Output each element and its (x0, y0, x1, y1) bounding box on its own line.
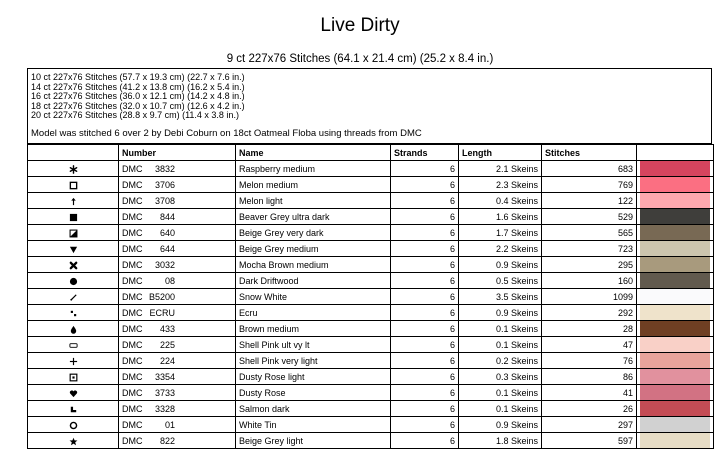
color-swatch (640, 433, 710, 448)
symbol-cell (28, 337, 119, 353)
length-cell: 0.9 Skeins (459, 257, 542, 273)
color-column-header (637, 145, 714, 161)
stitches-column-header: Stitches (542, 145, 637, 161)
thread-code: 640 (159, 227, 175, 238)
stitches-cell: 683 (542, 161, 637, 177)
stitches-cell: 122 (542, 193, 637, 209)
length-cell: 1.8 Skeins (459, 433, 542, 449)
hollow-rectangle-icon (69, 341, 78, 350)
stitches-cell: 1099 (542, 289, 637, 305)
thread-code: 3733 (154, 387, 175, 398)
number-column-header: Number (119, 145, 236, 161)
color-swatch-cell (637, 337, 714, 353)
strands-cell: 6 (391, 337, 459, 353)
strands-cell: 6 (391, 257, 459, 273)
table-row (28, 353, 714, 369)
color-swatch (640, 353, 710, 368)
diagonal-dots-icon (69, 309, 78, 318)
thread-number-cell (119, 289, 236, 305)
hollow-circle-icon (69, 421, 78, 430)
table-row (28, 257, 714, 273)
strands-cell: 6 (391, 193, 459, 209)
diagonal-line-icon (69, 293, 78, 302)
color-swatch (640, 337, 710, 352)
strands-cell: 6 (391, 161, 459, 177)
thread-number-cell (119, 161, 236, 177)
symbol-cell (28, 193, 119, 209)
thread-number-cell (119, 433, 236, 449)
stitches-cell: 292 (542, 305, 637, 321)
symbol-cell (28, 353, 119, 369)
color-swatch-cell (637, 193, 714, 209)
strands-cell: 6 (391, 401, 459, 417)
thread-code: 3832 (154, 163, 175, 174)
strands-cell: 6 (391, 321, 459, 337)
thread-brand: DMC (122, 259, 143, 270)
color-swatch-cell (637, 305, 714, 321)
thread-number-cell (119, 305, 236, 321)
symbol-cell (28, 209, 119, 225)
thread-name-cell: Beaver Grey ultra dark (236, 209, 391, 225)
strands-column-header: Strands (391, 145, 459, 161)
color-swatch (640, 305, 710, 320)
table-row (28, 241, 714, 257)
color-swatch (640, 321, 710, 336)
chart-title: Live Dirty (320, 15, 400, 36)
symbol-cell (28, 401, 119, 417)
thread-brand: DMC (122, 355, 143, 366)
thread-number-cell (119, 337, 236, 353)
size-info-box (27, 68, 712, 144)
thread-code: 644 (159, 243, 175, 254)
thread-number-cell (119, 369, 236, 385)
length-cell: 0.9 Skeins (459, 417, 542, 433)
symbol-cell (28, 289, 119, 305)
length-cell: 3.5 Skeins (459, 289, 542, 305)
heart-icon (69, 389, 78, 398)
table-row (28, 385, 714, 401)
color-swatch-cell (637, 433, 714, 449)
thread-brand: DMC (122, 323, 143, 334)
color-swatch-cell (637, 257, 714, 273)
thread-number-cell (119, 209, 236, 225)
strands-cell: 6 (391, 385, 459, 401)
strands-cell: 6 (391, 225, 459, 241)
length-cell: 0.4 Skeins (459, 193, 542, 209)
thread-brand: DMC (122, 371, 143, 382)
strands-cell: 6 (391, 417, 459, 433)
asterisk-icon (69, 165, 78, 174)
strands-cell: 6 (391, 289, 459, 305)
stitches-cell: 597 (542, 433, 637, 449)
thread-table (27, 144, 714, 449)
table-row (28, 417, 714, 433)
model-note: Model was stitched 6 over 2 by Debi Coburn on 18ct Oatmeal Floba using threads from DMC (31, 128, 422, 139)
thread-number-cell (119, 257, 236, 273)
color-swatch-cell (637, 209, 714, 225)
name-column-header: Name (236, 145, 391, 161)
thread-code: ECRU (149, 307, 175, 318)
stitches-cell: 26 (542, 401, 637, 417)
fabric-size-line: 14 ct 227x76 Stitches (41.2 x 13.8 cm) (16.2 x 5.4 in.) (31, 81, 245, 92)
fabric-size-line: 18 ct 227x76 Stitches (32.0 x 10.7 cm) (12.6 x 4.2 in.) (31, 100, 245, 111)
length-cell: 1.7 Skeins (459, 225, 542, 241)
table-row (28, 401, 714, 417)
color-swatch (640, 225, 710, 240)
thread-name-cell: Dusty Rose (236, 385, 391, 401)
color-swatch (640, 257, 710, 272)
table-row (28, 161, 714, 177)
color-swatch (640, 177, 710, 192)
thread-name-cell: Shell Pink ult vy lt (236, 337, 391, 353)
thread-brand: DMC (122, 227, 143, 238)
symbol-column-header (28, 145, 119, 161)
table-row (28, 337, 714, 353)
thread-brand: DMC (122, 275, 143, 286)
stitches-cell: 47 (542, 337, 637, 353)
thread-code: 433 (159, 323, 175, 334)
length-cell: 0.9 Skeins (459, 305, 542, 321)
thread-brand: DMC (122, 339, 143, 350)
thread-name-cell: Melon light (236, 193, 391, 209)
corner-icon (69, 405, 78, 414)
thread-code: 01 (164, 419, 175, 430)
color-swatch-cell (637, 161, 714, 177)
color-swatch (640, 241, 710, 256)
hollow-square-icon (69, 181, 78, 190)
table-row (28, 305, 714, 321)
plus-icon (69, 357, 78, 366)
strands-cell: 6 (391, 241, 459, 257)
thread-code: 3032 (154, 259, 175, 270)
symbol-cell (28, 369, 119, 385)
symbol-cell (28, 177, 119, 193)
symbol-cell (28, 385, 119, 401)
table-header-row (28, 145, 714, 161)
thread-number-cell (119, 225, 236, 241)
length-cell: 0.2 Skeins (459, 353, 542, 369)
symbol-cell (28, 305, 119, 321)
symbol-cell (28, 257, 119, 273)
table-row (28, 209, 714, 225)
symbol-cell (28, 433, 119, 449)
dotted-square-icon (69, 373, 78, 382)
strands-cell: 6 (391, 369, 459, 385)
color-swatch-cell (637, 289, 714, 305)
color-swatch-cell (637, 177, 714, 193)
thread-name-cell: Shell Pink very light (236, 353, 391, 369)
thread-code: B5200 (148, 291, 175, 302)
filled-square-icon (69, 213, 78, 222)
thread-name-cell: Dark Driftwood (236, 273, 391, 289)
color-swatch-cell (637, 273, 714, 289)
thread-number-cell (119, 193, 236, 209)
stitches-cell: 565 (542, 225, 637, 241)
length-cell: 0.1 Skeins (459, 401, 542, 417)
thread-code: 844 (159, 211, 175, 222)
up-arrow-icon (69, 197, 78, 206)
thread-number-cell (119, 321, 236, 337)
length-cell: 0.5 Skeins (459, 273, 542, 289)
thread-code: 224 (159, 355, 175, 366)
thread-brand: DMC (122, 291, 143, 302)
length-cell: 1.6 Skeins (459, 209, 542, 225)
length-cell: 2.3 Skeins (459, 177, 542, 193)
strands-cell: 6 (391, 433, 459, 449)
color-swatch (640, 369, 710, 384)
color-swatch (640, 161, 710, 176)
length-cell: 2.2 Skeins (459, 241, 542, 257)
thread-number-cell (119, 401, 236, 417)
table-row (28, 289, 714, 305)
color-swatch-cell (637, 353, 714, 369)
stitches-cell: 297 (542, 417, 637, 433)
thread-brand: DMC (122, 387, 143, 398)
thread-brand: DMC (122, 419, 143, 430)
strands-cell: 6 (391, 353, 459, 369)
stitches-cell: 723 (542, 241, 637, 257)
color-swatch (640, 193, 710, 208)
symbol-cell (28, 273, 119, 289)
color-swatch-cell (637, 401, 714, 417)
thread-number-cell (119, 353, 236, 369)
stitches-cell: 529 (542, 209, 637, 225)
length-cell: 0.1 Skeins (459, 337, 542, 353)
color-swatch (640, 417, 710, 432)
thread-name-cell: Raspberry medium (236, 161, 391, 177)
thread-name-cell: Salmon dark (236, 401, 391, 417)
thread-number-cell (119, 177, 236, 193)
thread-name-cell: Melon medium (236, 177, 391, 193)
fabric-size-line: 20 ct 227x76 Stitches (28.8 x 9.7 cm) (11.4 x 3.8 in.) (31, 110, 239, 121)
stitches-cell: 76 (542, 353, 637, 369)
stitches-cell: 28 (542, 321, 637, 337)
half-square-icon (69, 229, 78, 238)
table-row (28, 369, 714, 385)
thread-code: 08 (164, 275, 175, 286)
symbol-cell (28, 241, 119, 257)
color-swatch-cell (637, 385, 714, 401)
color-swatch-cell (637, 241, 714, 257)
thread-brand: DMC (122, 403, 143, 414)
stitches-cell: 86 (542, 369, 637, 385)
filled-circle-icon (69, 277, 78, 286)
color-swatch-cell (637, 321, 714, 337)
table-row (28, 225, 714, 241)
chart-size-subtitle: 9 ct 227x76 Stitches (64.1 x 21.4 cm) (25.2 x 8.4 in.) (226, 53, 494, 65)
length-column-header: Length (459, 145, 542, 161)
stitches-cell: 41 (542, 385, 637, 401)
symbol-cell (28, 417, 119, 433)
length-cell: 0.3 Skeins (459, 369, 542, 385)
length-cell: 2.1 Skeins (459, 161, 542, 177)
color-swatch (640, 401, 710, 416)
thread-code: 3328 (154, 403, 175, 414)
color-swatch-cell (637, 417, 714, 433)
thread-brand: DMC (122, 179, 143, 190)
x-cross-icon (69, 261, 78, 270)
thread-brand: DMC (122, 243, 143, 254)
thread-name-cell: Brown medium (236, 321, 391, 337)
thread-brand: DMC (122, 163, 143, 174)
thread-number-cell (119, 385, 236, 401)
stitches-cell: 160 (542, 273, 637, 289)
thread-number-cell (119, 417, 236, 433)
color-swatch (640, 209, 710, 224)
fabric-size-line: 16 ct 227x76 Stitches (36.0 x 12.1 cm) (14.2 x 4.8 in.) (31, 91, 245, 102)
thread-code: 3354 (154, 371, 175, 382)
thread-code: 822 (159, 435, 175, 446)
table-row (28, 193, 714, 209)
fabric-size-list (31, 73, 711, 121)
thread-number-cell (119, 273, 236, 289)
thread-name-cell: Dusty Rose light (236, 369, 391, 385)
color-swatch-cell (637, 369, 714, 385)
star-icon (69, 437, 78, 446)
thread-brand: DMC (122, 211, 143, 222)
thread-name-cell: Ecru (236, 305, 391, 321)
thread-name-cell: Snow White (236, 289, 391, 305)
length-cell: 0.1 Skeins (459, 385, 542, 401)
down-triangle-icon (69, 245, 78, 254)
table-row (28, 177, 714, 193)
thread-name-cell: Beige Grey medium (236, 241, 391, 257)
thread-code: 3708 (154, 195, 175, 206)
symbol-cell (28, 161, 119, 177)
thread-number-cell (119, 241, 236, 257)
stitches-cell: 295 (542, 257, 637, 273)
color-swatch (640, 273, 710, 288)
drop-icon (69, 325, 78, 334)
thread-name-cell: Beige Grey very dark (236, 225, 391, 241)
thread-code: 225 (159, 339, 175, 350)
thread-brand: DMC (122, 195, 143, 206)
table-row (28, 433, 714, 449)
stitches-cell: 769 (542, 177, 637, 193)
color-swatch-cell (637, 225, 714, 241)
color-swatch (640, 385, 710, 400)
length-cell: 0.1 Skeins (459, 321, 542, 337)
strands-cell: 6 (391, 305, 459, 321)
thread-brand: DMC (122, 435, 143, 446)
thread-name-cell: Beige Grey light (236, 433, 391, 449)
fabric-size-line: 10 ct 227x76 Stitches (57.7 x 19.3 cm) (22.7 x 7.6 in.) (31, 72, 245, 82)
strands-cell: 6 (391, 177, 459, 193)
thread-name-cell: Mocha Brown medium (236, 257, 391, 273)
strands-cell: 6 (391, 273, 459, 289)
symbol-cell (28, 225, 119, 241)
color-swatch (640, 289, 710, 304)
table-row (28, 321, 714, 337)
thread-code: 3706 (154, 179, 175, 190)
table-row (28, 273, 714, 289)
thread-brand: DMC (122, 307, 143, 318)
symbol-cell (28, 321, 119, 337)
thread-name-cell: White Tin (236, 417, 391, 433)
strands-cell: 6 (391, 209, 459, 225)
